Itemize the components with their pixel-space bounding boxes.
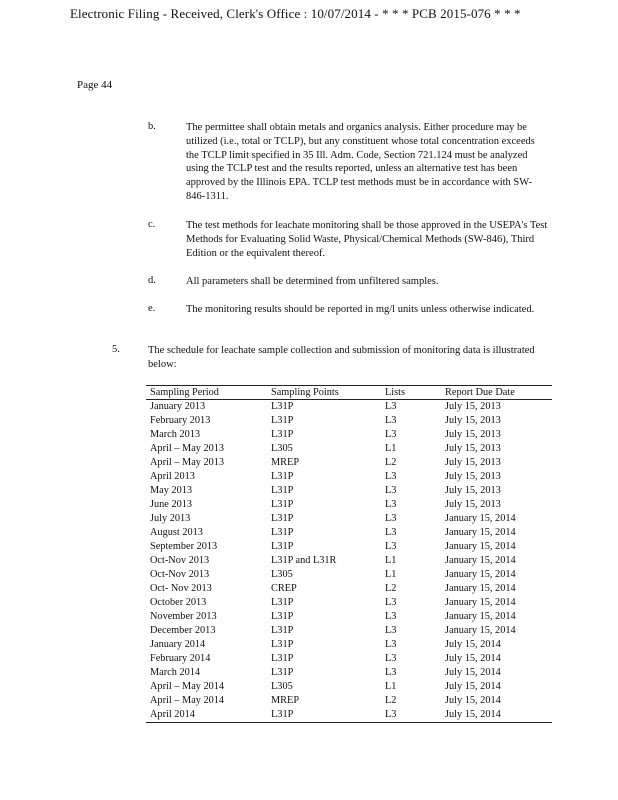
sampling-points-cell: CREP [271, 583, 297, 594]
header-sampling-period: Sampling Period [146, 386, 267, 400]
sampling-period-cell: May 2013 [150, 485, 193, 496]
sampling-period-cell: October 2013 [150, 597, 207, 608]
lists-cell: L3 [385, 611, 397, 622]
sampling-period-cell: November 2013 [150, 611, 217, 622]
report-due-date-cell: July 15, 2013 [445, 471, 501, 482]
table-row [146, 624, 552, 638]
sampling-points-cell: L31P [271, 639, 294, 650]
sampling-period-cell: December 2013 [150, 625, 216, 636]
sampling-period-cell: June 2013 [150, 499, 193, 510]
report-due-date-cell: July 15, 2014 [445, 709, 501, 720]
table-row [146, 484, 552, 498]
table-header-row [146, 386, 552, 400]
sampling-period-cell: January 2014 [150, 639, 206, 650]
item-e-text: The monitoring results should be reported in mg/l units unless otherwise indicated. [186, 304, 535, 315]
sampling-points-cell: L31P and L31R [271, 555, 337, 566]
sampling-period-cell: Oct-Nov 2013 [150, 569, 210, 580]
item-d-text: All parameters shall be determined from unfiltered samples. [186, 276, 439, 287]
sampling-points-cell: L31P [271, 401, 294, 412]
report-due-date-cell: July 15, 2013 [445, 415, 501, 426]
report-due-date-cell: July 15, 2013 [445, 485, 501, 496]
sampling-points-cell: L31P [271, 513, 294, 524]
lists-cell: L3 [385, 527, 397, 538]
report-due-date-cell: July 15, 2014 [445, 667, 501, 678]
sampling-points-cell: L31P [271, 667, 294, 678]
lists-cell: L3 [385, 597, 397, 608]
sampling-period-cell: Oct- Nov 2013 [150, 583, 212, 594]
lists-cell: L1 [385, 443, 397, 454]
lists-cell: L3 [385, 471, 397, 482]
item-c-label: c. [148, 219, 156, 230]
lists-cell: L3 [385, 485, 397, 496]
lists-cell: L3 [385, 429, 397, 440]
sampling-points-cell: L305 [271, 443, 293, 454]
sampling-points-cell: L31P [271, 499, 294, 510]
sampling-period-cell: April 2013 [150, 471, 195, 482]
report-due-date-cell: July 15, 2014 [445, 639, 501, 650]
sampling-period-cell: July 2013 [150, 513, 191, 524]
lists-cell: L1 [385, 681, 397, 692]
lists-cell: L3 [385, 513, 397, 524]
report-due-date-cell: January 15, 2014 [445, 625, 516, 636]
report-due-date-cell: July 15, 2013 [445, 429, 501, 440]
item-b-text: The permittee shall obtain metals and organics analysis. Either procedure may be utilized (i.e., total or TCLP), but any constituent whose total concentration exceeds the TCLP limit specified in 35 Ill. Adm. Code, Section 721.124 must be analyzed using the TCLP test and the results reported, unless an alternative test has been approved by the Illinois EPA. TCLP test methods must be in accordance with SW-846-1311. [186, 122, 535, 202]
report-due-date-cell: July 15, 2013 [445, 401, 501, 412]
table-row [146, 456, 552, 470]
lists-cell: L3 [385, 541, 397, 552]
table-row [146, 652, 552, 666]
sampling-points-cell: L31P [271, 653, 294, 664]
sampling-period-cell: September 2013 [150, 541, 218, 552]
item-d-label: d. [148, 275, 156, 286]
table-row [146, 694, 552, 708]
sampling-period-cell: April – May 2013 [150, 443, 225, 454]
lists-cell: L3 [385, 401, 397, 412]
report-due-date-cell: July 15, 2013 [445, 499, 501, 510]
sampling-points-cell: L31P [271, 429, 294, 440]
sampling-period-cell: March 2013 [150, 429, 201, 440]
report-due-date-cell: January 15, 2014 [445, 527, 516, 538]
lists-cell: L3 [385, 625, 397, 636]
table-row [146, 680, 552, 694]
table-row [146, 638, 552, 652]
header-lists: Lists [381, 386, 441, 400]
sampling-period-cell: April 2014 [150, 709, 195, 720]
table-row [146, 414, 552, 428]
lists-cell: L3 [385, 667, 397, 678]
report-due-date-cell: July 15, 2014 [445, 653, 501, 664]
table-row [146, 498, 552, 512]
report-due-date-cell: July 15, 2014 [445, 695, 501, 706]
lists-cell: L3 [385, 709, 397, 720]
report-due-date-cell: January 15, 2014 [445, 513, 516, 524]
table-row [146, 428, 552, 442]
header-report-due-date: Report Due Date [441, 386, 552, 400]
sampling-points-cell: L31P [271, 415, 294, 426]
table-row [146, 610, 552, 624]
table-row [146, 512, 552, 526]
sampling-points-cell: L31P [271, 471, 294, 482]
item-c-text: The test methods for leachate monitoring shall be those approved in the USEPA's Test Methods for Evaluating Solid Waste, Physical/Chemical Methods (SW-846), Third Edition or the equivalent thereof. [186, 220, 548, 259]
sampling-period-cell: Oct-Nov 2013 [150, 555, 210, 566]
sampling-points-cell: MREP [271, 457, 300, 468]
report-due-date-cell: January 15, 2014 [445, 569, 516, 580]
report-due-date-cell: July 15, 2013 [445, 443, 501, 454]
table-row [146, 470, 552, 484]
table-row [146, 666, 552, 680]
item-e-label: e. [148, 303, 156, 314]
table-row [146, 596, 552, 610]
lists-cell: L3 [385, 639, 397, 650]
sampling-period-cell: March 2014 [150, 667, 201, 678]
sampling-period-cell: February 2013 [150, 415, 211, 426]
sampling-points-cell: L31P [271, 541, 294, 552]
lists-cell: L2 [385, 583, 397, 594]
table-row [146, 400, 552, 415]
report-due-date-cell: January 15, 2014 [445, 583, 516, 594]
lists-cell: L1 [385, 569, 397, 580]
table-row [146, 708, 552, 723]
table-row [146, 582, 552, 596]
lists-cell: L1 [385, 555, 397, 566]
report-due-date-cell: July 15, 2013 [445, 457, 501, 468]
table-row [146, 442, 552, 456]
report-due-date-cell: January 15, 2014 [445, 611, 516, 622]
filing-header: Electronic Filing - Received, Clerk's Office : 10/07/2014 - * * * PCB 2015-076 * * * [70, 6, 521, 21]
lists-cell: L3 [385, 499, 397, 510]
sampling-points-cell: L31P [271, 709, 294, 720]
table-row [146, 554, 552, 568]
sampling-points-cell: MREP [271, 695, 300, 706]
sampling-points-cell: L31P [271, 527, 294, 538]
lists-cell: L3 [385, 653, 397, 664]
table-row [146, 540, 552, 554]
table-row [146, 526, 552, 540]
report-due-date-cell: January 15, 2014 [445, 555, 516, 566]
sampling-points-cell: L305 [271, 681, 293, 692]
sampling-period-cell: January 2013 [150, 401, 206, 412]
sampling-points-cell: L31P [271, 597, 294, 608]
table-row [146, 568, 552, 582]
report-due-date-cell: January 15, 2014 [445, 597, 516, 608]
sampling-points-cell: L31P [271, 611, 294, 622]
lists-cell: L3 [385, 415, 397, 426]
item-5-text: The schedule for leachate sample collection and submission of monitoring data is illustrated below: [148, 345, 535, 370]
item-b-label: b. [148, 121, 156, 132]
lists-cell: L2 [385, 457, 397, 468]
schedule-body [146, 400, 552, 723]
sampling-period-cell: February 2014 [150, 653, 211, 664]
sampling-period-cell: August 2013 [150, 527, 203, 538]
sampling-points-cell: L31P [271, 625, 294, 636]
header-sampling-points: Sampling Points [267, 386, 381, 400]
report-due-date-cell: July 15, 2014 [445, 681, 501, 692]
sampling-points-cell: L31P [271, 485, 294, 496]
sampling-points-cell: L305 [271, 569, 293, 580]
schedule-table [146, 385, 552, 723]
sampling-period-cell: April – May 2014 [150, 695, 225, 706]
item-5-label: 5. [112, 344, 120, 355]
lists-cell: L2 [385, 695, 397, 706]
page-number: Page 44 [77, 79, 113, 91]
sampling-period-cell: April – May 2014 [150, 681, 225, 692]
report-due-date-cell: January 15, 2014 [445, 541, 516, 552]
sampling-period-cell: April – May 2013 [150, 457, 225, 468]
